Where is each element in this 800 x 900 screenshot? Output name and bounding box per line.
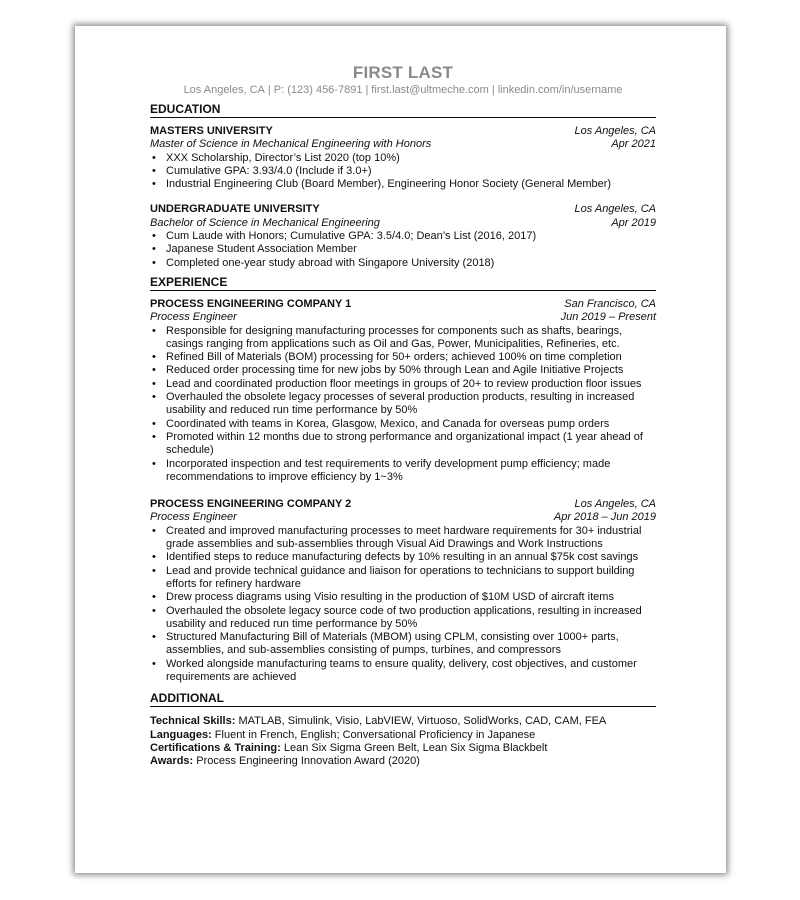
resume-page bbox=[75, 26, 726, 873]
contact-line bbox=[150, 83, 656, 97]
bullet-item: • Reduced order processing time for new jobs by 50% through Lean and Agile Initiative Projects bbox=[166, 364, 656, 377]
additional-item bbox=[150, 729, 656, 742]
school-location: Los Angeles, CA bbox=[574, 203, 656, 216]
bullet-item: • Coordinated with teams in Korea, Glasgow, Mexico, and Canada for overseas pump orders bbox=[166, 418, 656, 431]
degree: Master of Science in Mechanical Engineering with Honors bbox=[150, 138, 432, 151]
job-dates: Jun 2019 – Present bbox=[560, 311, 656, 324]
company-name: PROCESS ENGINEERING COMPANY 1 bbox=[150, 297, 352, 310]
bullet-item: • Structured Manufacturing Bill of Materials (MBOM) using CPLM, consisting over 1000+ parts, assemblies, and sub-assemblies consisting of pumps, turbines, and compressors bbox=[166, 631, 656, 658]
additional-label: Languages: bbox=[150, 728, 212, 741]
contact-linkedin: linkedin.com/in/username bbox=[497, 84, 623, 96]
job-title: Process Engineer bbox=[150, 311, 237, 324]
additional-value: Lean Six Sigma Green Belt, Lean Six Sigma Blackbelt bbox=[280, 741, 548, 754]
additional-value: Fluent in French, English; Conversational Proficiency in Japanese bbox=[211, 728, 536, 741]
bullet-item: • Identified steps to reduce manufacturing defects by 10% resulting in an annual $75k cost savings bbox=[166, 551, 656, 564]
bullet-list bbox=[150, 152, 656, 192]
bullet-item: • Industrial Engineering Club (Board Member), Engineering Honor Society (General Member) bbox=[166, 178, 656, 191]
company-location: Los Angeles, CA bbox=[574, 498, 656, 511]
bullet-item: • Responsible for designing manufacturing processes for components such as shafts, bearings, casings ranging from applications such as Oil and Gas, Power, Municipalities, Refineries, etc. bbox=[166, 325, 656, 352]
additional-value: Process Engineering Innovation Award (2020) bbox=[193, 755, 420, 768]
bullet-item: • Promoted within 12 months due to strong performance and organizational impact (1 year ahead of schedule) bbox=[166, 431, 656, 458]
bullet-item: • Cumulative GPA: 3.93/4.0 (Include if 3.0+) bbox=[166, 165, 656, 178]
additional-label: Certifications & Training: bbox=[150, 741, 281, 754]
experience-entry bbox=[150, 298, 656, 484]
entry-row bbox=[150, 311, 656, 324]
bullet-item: • Cum Laude with Honors; Cumulative GPA: 3.5/4.0; Dean’s List (2016, 2017) bbox=[166, 230, 656, 243]
additional-item bbox=[150, 755, 656, 768]
section-title-experience: EXPERIENCE bbox=[150, 275, 656, 291]
company-location: San Francisco, CA bbox=[564, 297, 656, 310]
graduation-date: Apr 2021 bbox=[611, 138, 656, 151]
contact-separator: | bbox=[365, 84, 369, 96]
bullet-list bbox=[150, 325, 656, 485]
additional-item bbox=[150, 742, 656, 755]
contact-separator: | bbox=[267, 84, 271, 96]
education-entry bbox=[150, 203, 656, 269]
school-name: MASTERS UNIVERSITY bbox=[150, 125, 273, 137]
entry-row bbox=[150, 203, 656, 216]
bullet-item: • Refined Bill of Materials (BOM) processing for 50+ orders; achieved 100% on time completion bbox=[166, 351, 656, 364]
additional-label: Awards: bbox=[150, 755, 194, 768]
candidate-name: FIRST LAST bbox=[352, 63, 454, 82]
bullet-item: • Drew process diagrams using Visio resulting in the production of $10M USD of aircraft items bbox=[166, 591, 656, 604]
bullet-item: • Overhauled the obsolete legacy source code of two production applications, resulting in increased usability and reduced run time performance by 50% bbox=[166, 605, 656, 632]
bullet-item: • XXX Scholarship, Director’s List 2020 (top 10%) bbox=[166, 152, 656, 165]
entry-row bbox=[150, 298, 656, 311]
entry-row bbox=[150, 125, 656, 138]
bullet-item: • Lead and coordinated production floor meetings in groups of 20+ to review production floor issues bbox=[166, 378, 656, 391]
contact-phone: P: (123) 456-7891 bbox=[273, 84, 363, 96]
job-title: Process Engineer bbox=[150, 511, 237, 524]
graduation-date: Apr 2019 bbox=[611, 216, 656, 229]
additional-list bbox=[150, 715, 656, 768]
bullet-item: • Completed one-year study abroad with Singapore University (2018) bbox=[166, 257, 656, 270]
additional-value: MATLAB, Simulink, Visio, LabVIEW, Virtuoso, SolidWorks, CAD, CAM, FEA bbox=[235, 715, 607, 728]
job-dates: Apr 2018 – Jun 2019 bbox=[553, 511, 656, 524]
bullet-item: • Lead and provide technical guidance and liaison for operations to technicians to support building efforts for refinery hardware bbox=[166, 565, 656, 592]
entry-row bbox=[150, 511, 656, 524]
bullet-list bbox=[150, 230, 656, 270]
bullet-item: • Created and improved manufacturing processes to meet hardware requirements for 30+ industrial grade assemblies and sub-assemblies through Visual Aid Drawings and Work Instructions bbox=[166, 525, 656, 552]
bullet-item: • Overhauled the obsolete legacy processes of several production products, resulting in increased usability and reduced run time performance by 50% bbox=[166, 391, 656, 418]
bullet-item: • Japanese Student Association Member bbox=[166, 243, 656, 256]
additional-item bbox=[150, 715, 656, 728]
bullet-list bbox=[150, 525, 656, 685]
entry-row bbox=[150, 217, 656, 230]
contact-separator: | bbox=[491, 84, 495, 96]
school-name: UNDERGRADUATE UNIVERSITY bbox=[150, 203, 320, 216]
education-entry bbox=[150, 125, 656, 191]
contact-location: Los Angeles, CA bbox=[183, 84, 265, 96]
bullet-item: • Incorporated inspection and test requirements to verify development pump efficiency; made recommendations to improve efficiency by 1~3% bbox=[166, 458, 656, 485]
section-title-additional: ADDITIONAL bbox=[150, 691, 656, 707]
experience-entry bbox=[150, 498, 656, 684]
degree: Bachelor of Science in Mechanical Engineering bbox=[150, 216, 380, 229]
entry-row bbox=[150, 498, 656, 511]
section-title-education: EDUCATION bbox=[150, 102, 656, 118]
bullet-item: • Worked alongside manufacturing teams to ensure quality, delivery, cost objectives, and customer requirements are achieved bbox=[166, 658, 656, 685]
company-name: PROCESS ENGINEERING COMPANY 2 bbox=[150, 498, 352, 511]
additional-label: Technical Skills: bbox=[150, 715, 236, 728]
entry-row bbox=[150, 138, 656, 151]
contact-email: first.last@ultmeche.com bbox=[371, 84, 489, 96]
school-location: Los Angeles, CA bbox=[574, 125, 656, 137]
